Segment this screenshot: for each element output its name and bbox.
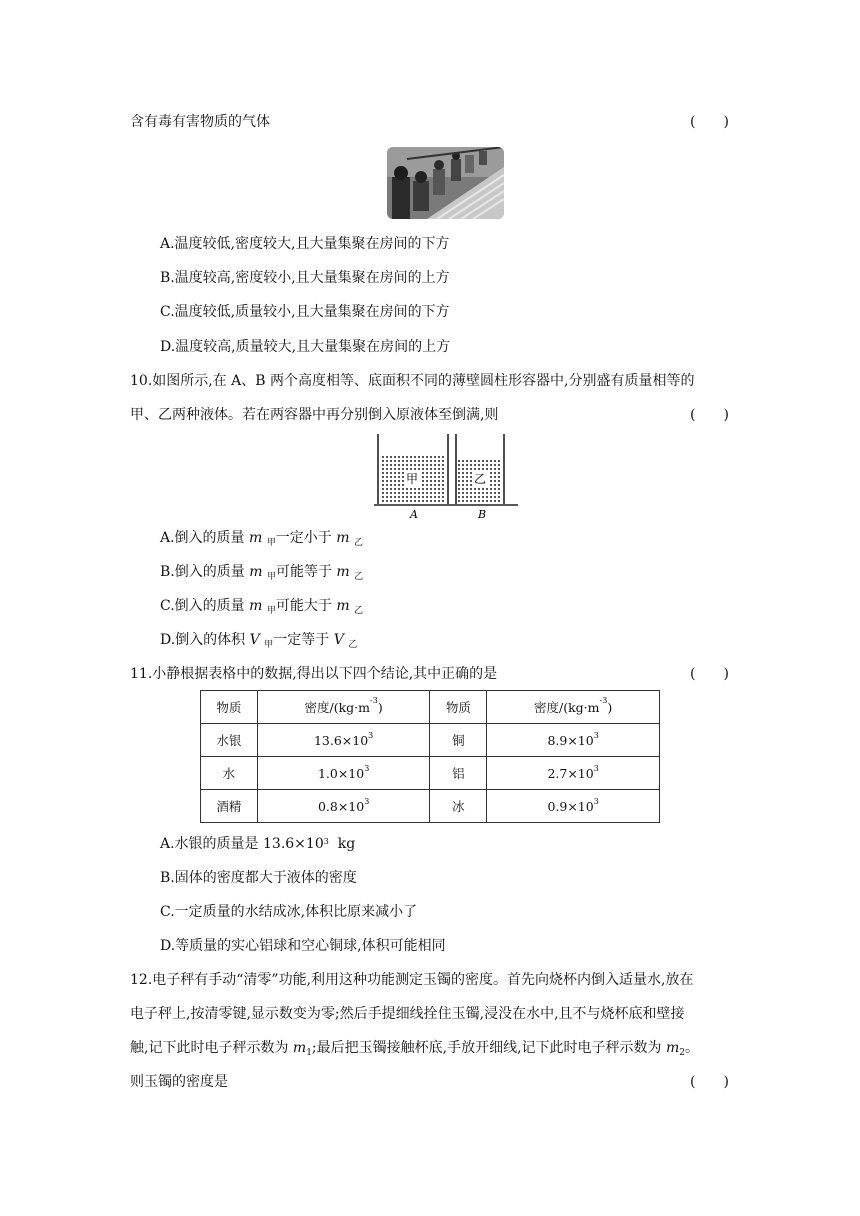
q11-stem: 11.小静根据表格中的数据,得出以下四个结论,其中正确的是 [130,666,498,682]
q11-option-a: A.水银的质量是 $13.6\times 10^3$ kg [160,836,356,852]
q10-answer-paren: ( ) [690,407,729,423]
table-cell: 酒精 [201,790,258,823]
table-header-cell: 物质 [430,691,487,724]
q10-option-c: C.倒入的质量 m $_甲$可能大于 m $_乙$ [160,598,364,616]
q11-option-c: C.一定质量的水结成冰,体积比原来减小了 [160,904,418,920]
liquid-b-label: 乙 [473,472,487,486]
q10-option-d: D.倒入的体积 V $_甲$一定等于 V $_乙$ [160,632,358,650]
table-header-row [201,691,660,724]
table-cell: 水 [201,757,258,790]
q12-stem-line2: 电子秤上,按清零键,显示数变为零;然后手提细线拴住玉镯,浸没在水中,且不与烧杯底和壁接 [130,1006,685,1022]
table-header-cell: 密度$/(kg\cdot m^{-3})$ [257,691,430,724]
q12-answer-paren: ( ) [690,1074,729,1090]
table-cell: 水银 [201,724,258,757]
table-cell: 铝 [430,757,487,790]
table-row [201,790,660,823]
q12-stem-line1: 12.电子秤有手动“清零”功能,利用这种功能测定玉镯的密度。首先向烧杯内倒入适量水,放在 [130,972,694,988]
q9-option-d: D.温度较高,质量较大,且大量集聚在房间的上方 [160,339,451,355]
smoke-stairs-photo [387,147,504,219]
q9-option-c: C.温度较低,质量较小,且大量集聚在房间的下方 [160,304,450,320]
q9-option-a: A.温度较低,密度较大,且大量集聚在房间的下方 [160,236,450,252]
q11-option-d: D.等质量的实心铝球和空心铜球,体积可能相同 [160,938,446,954]
table-cell: $8.9\times 10^3$ [487,724,660,757]
table-cell: $13.6\times 10^3$ [257,724,430,757]
table-row [201,724,660,757]
q9-stem-tail: 含有毒有害物质的气体 [130,114,270,130]
density-table [200,690,660,823]
q11-answer-paren: ( ) [690,666,729,682]
q10-option-a: A.倒入的质量 m $_甲$一定小于 m $_乙$ [160,530,363,548]
q12-stem-line3: 触,记下此时电子秤示数为 $m_1$;最后把玉镯接触杯底,手放开细线,记下此时电子秤示数为 $m_2$。 [130,1040,700,1058]
q10-stem-line2: 甲、乙两种液体。若在两容器中再分别倒入原液体至倒满,则 [130,407,499,423]
container-a-label: A [410,508,418,520]
table-cell: $2.7\times 10^3$ [487,757,660,790]
table-row [201,757,660,790]
q10-stem-line1: 10.如图所示,在 A、B 两个高度相等、底面积不同的薄壁圆柱形容器中,分别盛有质量相等的 [130,373,695,389]
table-cell: 铜 [430,724,487,757]
table-header-cell: 密度$/(kg\cdot m^{-3})$ [487,691,660,724]
table-cell: $0.9\times 10^3$ [487,790,660,823]
q10-option-b: B.倒入的质量 m $_甲$可能等于 m $_乙$ [160,564,364,582]
q12-stem-line4: 则玉镯的密度是 [130,1074,228,1090]
q11-option-b: B.固体的密度都大于液体的密度 [160,870,357,886]
containers-diagram [370,432,520,520]
table-cell: $1.0\times 10^3$ [257,757,430,790]
liquid-a-label: 甲 [405,472,419,486]
table-header-cell: 物质 [201,691,258,724]
q9-answer-paren: ( ) [690,114,729,130]
q9-option-b: B.温度较高,密度较小,且大量集聚在房间的上方 [160,270,450,286]
container-b-label: B [477,508,487,520]
table-cell: $0.8\times 10^3$ [257,790,430,823]
table-cell: 冰 [430,790,487,823]
